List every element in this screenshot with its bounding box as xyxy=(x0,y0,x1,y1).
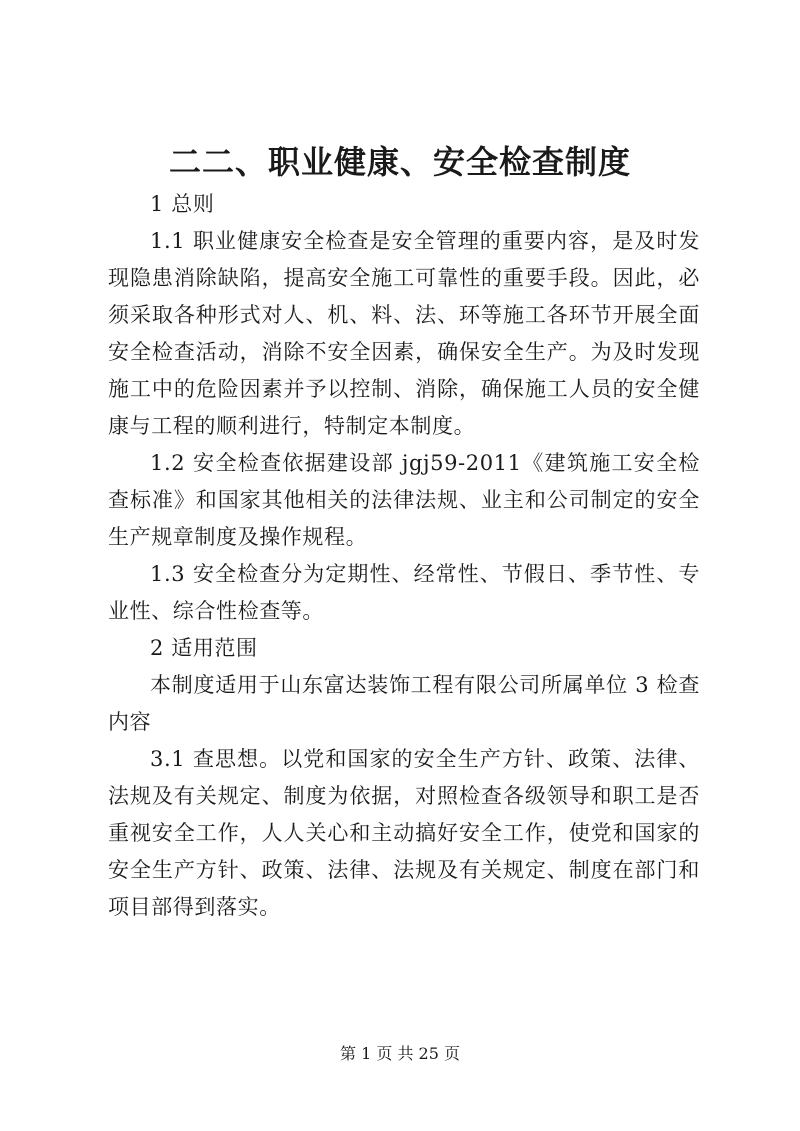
page-number-footer: 第 1 页 共 25 页 xyxy=(340,1044,460,1063)
section-heading-general: 1 总则 xyxy=(150,192,215,216)
paragraph-1-2: 1.2 安全检查依据建设部 jgj59-2011《建筑施工安全检查标准》和国家其他相关的法律法规、业主和公司制定的安全生产规章制度及操作规程。 xyxy=(108,451,700,549)
document-title: 二二、职业健康、安全检查制度 xyxy=(168,143,631,181)
paragraph-3-1: 3.1 查思想。以党和国家的安全生产方针、政策、法律、法规及有关规定、制度为依据，对照检查各级领导和职工是否重视安全工作，人人关心和主动搞好安全工作，使党和国家的安全生产方针、政策、法律、法规及有关规定、制度在部门和项目部得到落实。 xyxy=(108,747,700,919)
paragraph-1-3: 1.3 安全检查分为定期性、经常性、节假日、季节性、专业性、综合性检查等。 xyxy=(108,562,700,623)
section-heading-scope: 2 适用范围 xyxy=(150,636,258,660)
document-body xyxy=(108,186,700,926)
paragraph-scope: 本制度适用于山东富达装饰工程有限公司所属单位 3 检查内容 xyxy=(108,673,700,734)
paragraph-1-1: 1.1 职业健康安全检查是安全管理的重要内容，是及时发现隐患消除缺陷，提高安全施工可靠性的重要手段。因此，必须采取各种形式对人、机、料、法、环等施工各环节开展全面安全检查活动，消除不安全因素，确保安全生产。为及时发现施工中的危险因素并予以控制、消除，确保施工人员的安全健康与工程的顺利进行，特制定本制度。 xyxy=(108,229,700,438)
